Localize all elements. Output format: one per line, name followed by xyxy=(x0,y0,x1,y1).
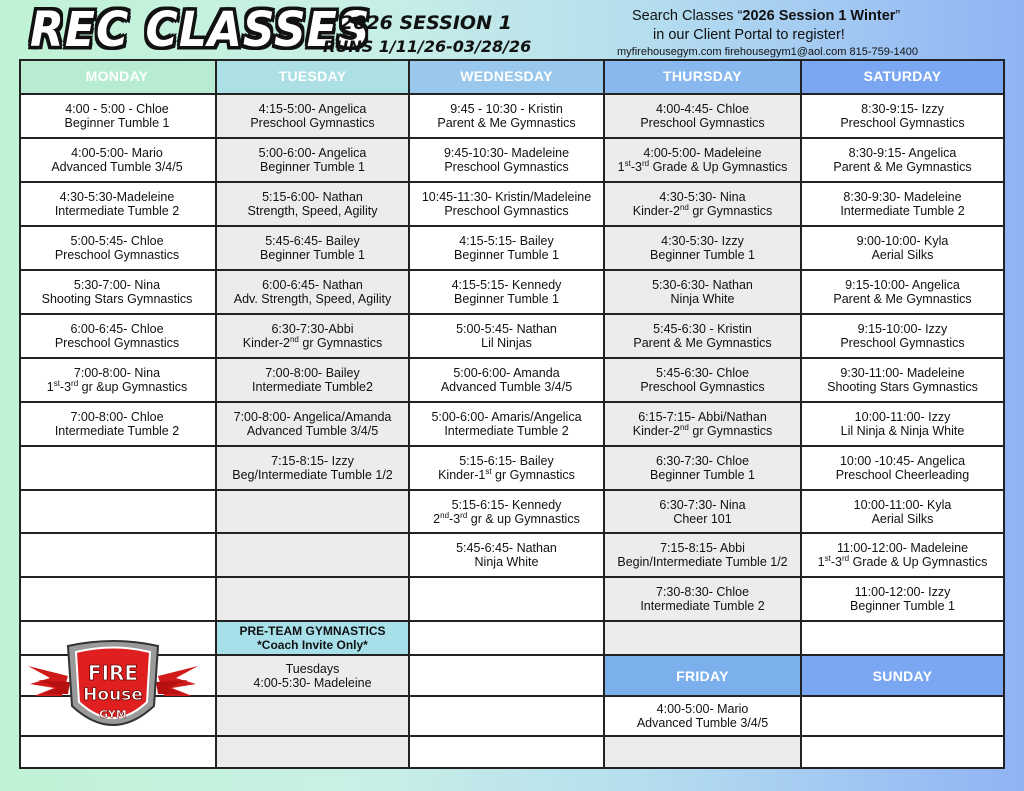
empty-cell xyxy=(802,737,1005,769)
class-cell xyxy=(802,578,1005,622)
class-text: Beginner Tumble 1 xyxy=(260,248,365,262)
class-cell xyxy=(19,139,217,183)
class-text: 2nd-3rd gr & up Gymnastics xyxy=(433,510,580,526)
day-header-wednesday: WEDNESDAY xyxy=(410,59,605,95)
empty-cell xyxy=(410,737,605,769)
class-cell xyxy=(19,534,217,578)
class-cell xyxy=(410,491,605,534)
class-cell xyxy=(217,359,410,403)
class-cell xyxy=(802,403,1005,447)
class-cell xyxy=(802,95,1005,139)
class-text: 10:45-11:30- Kristin/Madeleine xyxy=(421,190,592,204)
class-text: 6:00-6:45- Chloe xyxy=(70,322,164,336)
class-cell xyxy=(605,227,802,271)
class-text: Preschool Gymnastics xyxy=(54,336,180,350)
class-text: Preschool Gymnastics xyxy=(840,116,965,130)
class-cell xyxy=(802,271,1005,315)
class-text: Shooting Stars Gymnastics xyxy=(41,292,193,306)
class-text: Intermediate Tumble 2 xyxy=(444,424,569,438)
class-text: 5:30-6:30- Nathan xyxy=(652,278,753,292)
class-cell xyxy=(605,403,802,447)
class-text: Preschool Cheerleading xyxy=(835,468,970,482)
class-cell xyxy=(605,315,802,359)
class-cell xyxy=(802,447,1005,491)
firehouse-gym-logo xyxy=(28,636,198,746)
class-text: 5:15-6:00- Nathan xyxy=(262,190,363,204)
class-text: 5:00-5:45- Chloe xyxy=(70,234,164,248)
class-cell xyxy=(802,534,1005,578)
class-text: 5:00-6:00- Angelica xyxy=(258,146,367,160)
class-text: Aerial Silks xyxy=(871,248,934,262)
class-text: 7:15-8:15- Izzy xyxy=(271,454,354,468)
class-text: Beginner Tumble 1 xyxy=(454,292,559,306)
class-text: 4:15-5:15- Kennedy xyxy=(451,278,562,292)
class-text: 9:30-11:00- Madeleine xyxy=(840,366,965,380)
class-cell xyxy=(217,227,410,271)
class-text: 7:30-8:30- Chloe xyxy=(655,585,750,599)
class-cell xyxy=(217,447,410,491)
class-cell xyxy=(410,447,605,491)
class-text: Cheer 101 xyxy=(673,511,732,526)
class-cell xyxy=(605,491,802,534)
class-cell xyxy=(410,578,605,622)
class-text: Ninja White xyxy=(474,555,539,569)
session-label: 2026 SESSION 1 xyxy=(340,12,512,34)
day-header-monday: MONDAY xyxy=(19,59,217,95)
class-cell xyxy=(19,95,217,139)
class-cell xyxy=(19,447,217,491)
class-cell xyxy=(802,315,1005,359)
day-header-saturday: SATURDAY xyxy=(802,59,1005,95)
class-text: 7:00-8:00- Nina xyxy=(73,366,161,380)
class-text: Ninja White xyxy=(670,292,735,306)
class-cell xyxy=(605,447,802,491)
class-text: Intermediate Tumble2 xyxy=(252,380,373,394)
day-header-sunday: SUNDAY xyxy=(802,656,1005,697)
class-text: Advanced Tumble 3/4/5 xyxy=(51,160,183,174)
class-text: Parent & Me Gymnastics xyxy=(633,336,772,350)
class-text: Aerial Silks xyxy=(871,511,934,526)
class-text: PRE-TEAM GYMNASTICS xyxy=(239,624,386,638)
class-cell xyxy=(410,95,605,139)
empty-cell xyxy=(802,622,1005,656)
class-cell xyxy=(605,183,802,227)
class-text: Preschool Gymnastics xyxy=(444,204,569,218)
class-text: 5:00-6:00- Amanda xyxy=(453,366,560,380)
class-cell xyxy=(19,578,217,622)
class-text: 9:15-10:00- Angelica xyxy=(845,278,960,292)
class-cell xyxy=(410,139,605,183)
contact-info: myfirehousegym.com firehousegym1@aol.com 815-759-1400 xyxy=(617,46,918,58)
empty-cell xyxy=(605,737,802,769)
day-header-friday: FRIDAY xyxy=(605,656,802,697)
svg-text:GYM: GYM xyxy=(99,708,127,721)
class-text: Parent & Me Gymnastics xyxy=(437,116,576,130)
class-cell xyxy=(605,139,802,183)
class-text: Parent & Me Gymnastics xyxy=(833,160,972,174)
class-cell xyxy=(19,359,217,403)
class-text: Preschool Gymnastics xyxy=(640,380,765,394)
class-text: Lil Ninja & Ninja White xyxy=(840,424,965,438)
class-cell xyxy=(410,271,605,315)
empty-cell xyxy=(410,697,605,737)
class-text: 4:30-5:30-Madeleine xyxy=(59,190,175,204)
class-text: 1st-3rd gr &up Gymnastics xyxy=(46,378,188,394)
class-text: 6:15-7:15- Abbi/Nathan xyxy=(638,410,767,424)
empty-cell xyxy=(410,622,605,656)
class-cell xyxy=(217,271,410,315)
class-text: 11:00-12:00- Izzy xyxy=(854,585,951,599)
class-cell xyxy=(605,359,802,403)
class-text: 1st-3rd Grade & Up Gymnastics xyxy=(817,553,988,569)
empty-cell xyxy=(410,656,605,697)
class-text: 6:00-6:45- Nathan xyxy=(262,278,363,292)
class-text: 4:15-5:00- Angelica xyxy=(258,102,367,116)
svg-text:House: House xyxy=(83,685,143,705)
class-cell xyxy=(605,578,802,622)
class-text: 5:30-7:00- Nina xyxy=(73,278,161,292)
class-cell xyxy=(802,491,1005,534)
class-text: Begin/Intermediate Tumble 1/2 xyxy=(617,555,788,569)
class-text: 4:00-5:00- Mario xyxy=(656,702,749,716)
class-cell xyxy=(19,315,217,359)
class-cell xyxy=(217,491,410,534)
session-dates: RUNS 1/11/26-03/28/26 xyxy=(323,37,532,56)
class-cell xyxy=(217,139,410,183)
class-text: Beginner Tumble 1 xyxy=(650,468,755,482)
class-cell xyxy=(217,315,410,359)
class-text: Beginner Tumble 1 xyxy=(454,248,559,262)
class-text: 1st-3rd Grade & Up Gymnastics xyxy=(617,158,788,174)
class-cell xyxy=(410,403,605,447)
class-text: Intermediate Tumble 2 xyxy=(54,424,180,438)
class-cell xyxy=(217,95,410,139)
class-text: Beg/Intermediate Tumble 1/2 xyxy=(232,468,393,482)
class-text: 7:00-8:00- Bailey xyxy=(265,366,360,380)
class-text: *Coach Invite Only* xyxy=(257,638,368,652)
day-header-thursday: THURSDAY xyxy=(605,59,802,95)
class-text: 7:15-8:15- Abbi xyxy=(660,541,745,555)
class-cell xyxy=(217,403,410,447)
class-text: 9:15-10:00- Izzy xyxy=(857,322,948,336)
class-text: Beginner Tumble 1 xyxy=(64,116,170,130)
class-text: 8:30-9:30- Madeleine xyxy=(843,190,962,204)
class-text: Advanced Tumble 3/4/5 xyxy=(636,716,769,730)
class-text: 5:15-6:15- Bailey xyxy=(459,454,554,468)
class-text: Intermediate Tumble 2 xyxy=(54,204,180,218)
page-title: REC CLASSES xyxy=(30,2,371,59)
class-cell xyxy=(410,315,605,359)
class-text: 6:30-7:30- Chloe xyxy=(655,454,750,468)
class-text: Beginner Tumble 1 xyxy=(260,160,365,174)
class-text: Beginner Tumble 1 xyxy=(650,248,755,262)
class-cell xyxy=(605,697,802,737)
class-cell xyxy=(19,403,217,447)
class-text: Preschool Gymnastics xyxy=(250,116,375,130)
class-cell xyxy=(410,227,605,271)
class-text: 4:00-5:30- Madeleine xyxy=(253,675,372,690)
class-text: 9:45 - 10:30 - Kristin xyxy=(450,102,563,116)
class-cell xyxy=(19,271,217,315)
class-text: Intermediate Tumble 2 xyxy=(840,204,965,218)
class-cell xyxy=(802,227,1005,271)
class-text: 6:30-7:30- Nina xyxy=(659,497,746,512)
class-text: 10:00-11:00- Kyla xyxy=(853,497,952,512)
class-text: 5:00-5:45- Nathan xyxy=(456,322,557,336)
pre-team-time xyxy=(217,656,410,697)
class-cell xyxy=(605,95,802,139)
class-cell xyxy=(605,271,802,315)
class-text: 4:00-4:45- Chloe xyxy=(655,102,750,116)
class-text: 4:00-5:00- Mario xyxy=(71,146,163,160)
class-text: 5:45-6:45- Nathan xyxy=(456,541,557,555)
class-cell xyxy=(19,227,217,271)
class-cell xyxy=(19,491,217,534)
class-text: Advanced Tumble 3/4/5 xyxy=(246,424,379,438)
class-text: Kinder-1st gr Gymnastics xyxy=(438,466,575,482)
class-cell xyxy=(410,183,605,227)
class-text: 4:15-5:15- Bailey xyxy=(459,234,554,248)
class-cell xyxy=(410,359,605,403)
class-text: 7:00-8:00- Angelica/Amanda xyxy=(233,410,392,424)
class-cell xyxy=(605,534,802,578)
portal-instructions: in our Client Portal to register! xyxy=(653,27,845,43)
class-text: Adv. Strength, Speed, Agility xyxy=(233,292,392,306)
class-text: Kinder-2nd gr Gymnastics xyxy=(632,422,773,438)
class-text: 5:00-6:00- Amaris/Angelica xyxy=(431,410,582,424)
class-text: 10:00 -10:45- Angelica xyxy=(839,454,966,468)
class-cell xyxy=(217,534,410,578)
class-text: 4:00-5:00- Madeleine xyxy=(643,146,762,160)
class-text: 9:00-10:00- Kyla xyxy=(856,234,949,248)
class-text: 8:30-9:15- Izzy xyxy=(861,102,944,116)
class-text: 5:45-6:30 - Kristin xyxy=(653,322,752,336)
class-text: Beginner Tumble 1 xyxy=(850,599,955,613)
class-text: Tuesdays xyxy=(285,661,340,676)
class-text: 4:00 - 5:00 - Chloe xyxy=(65,102,169,116)
class-cell xyxy=(802,359,1005,403)
class-text: 9:45-10:30- Madeleine xyxy=(443,146,570,160)
class-text: Preschool Gymnastics xyxy=(54,248,180,262)
empty-cell xyxy=(802,697,1005,737)
class-text: 4:30-5:30- Izzy xyxy=(661,234,744,248)
class-cell xyxy=(217,578,410,622)
class-text: 5:45-6:30- Chloe xyxy=(655,366,750,380)
class-text: 4:30-5:30- Nina xyxy=(659,190,746,204)
day-header-tuesday: TUESDAY xyxy=(217,59,410,95)
class-text: 5:45-6:45- Bailey xyxy=(265,234,360,248)
class-cell xyxy=(802,183,1005,227)
class-text: Preschool Gymnastics xyxy=(840,336,965,350)
class-text: Parent & Me Gymnastics xyxy=(833,292,972,306)
empty-cell xyxy=(217,697,410,737)
svg-text:FIRE: FIRE xyxy=(87,661,139,685)
class-text: Kinder-2nd gr Gymnastics xyxy=(242,334,383,350)
class-cell xyxy=(410,534,605,578)
class-text: 7:00-8:00- Chloe xyxy=(70,410,164,424)
class-text: Advanced Tumble 3/4/5 xyxy=(440,380,573,394)
class-text: 6:30-7:30-Abbi xyxy=(271,322,354,336)
class-text: 11:00-12:00- Madeleine xyxy=(836,541,969,555)
class-text: Kinder-2nd gr Gymnastics xyxy=(632,202,773,218)
class-text: 10:00-11:00- Izzy xyxy=(854,410,951,424)
class-text: Intermediate Tumble 2 xyxy=(640,599,765,613)
class-cell xyxy=(19,183,217,227)
class-text: Shooting Stars Gymnastics xyxy=(827,380,978,394)
class-cell xyxy=(217,183,410,227)
class-text: 5:15-6:15- Kennedy xyxy=(451,497,562,512)
pre-team-header xyxy=(217,622,410,656)
class-text: Preschool Gymnastics xyxy=(444,160,569,174)
search-instructions: Search Classes “2026 Session 1 Winter” xyxy=(632,8,901,24)
class-text: Lil Ninjas xyxy=(481,336,532,350)
class-text: Strength, Speed, Agility xyxy=(247,204,378,218)
class-cell xyxy=(802,139,1005,183)
class-text: 8:30-9:15- Angelica xyxy=(848,146,957,160)
empty-cell xyxy=(217,737,410,769)
class-text: Preschool Gymnastics xyxy=(640,116,765,130)
empty-cell xyxy=(605,622,802,656)
